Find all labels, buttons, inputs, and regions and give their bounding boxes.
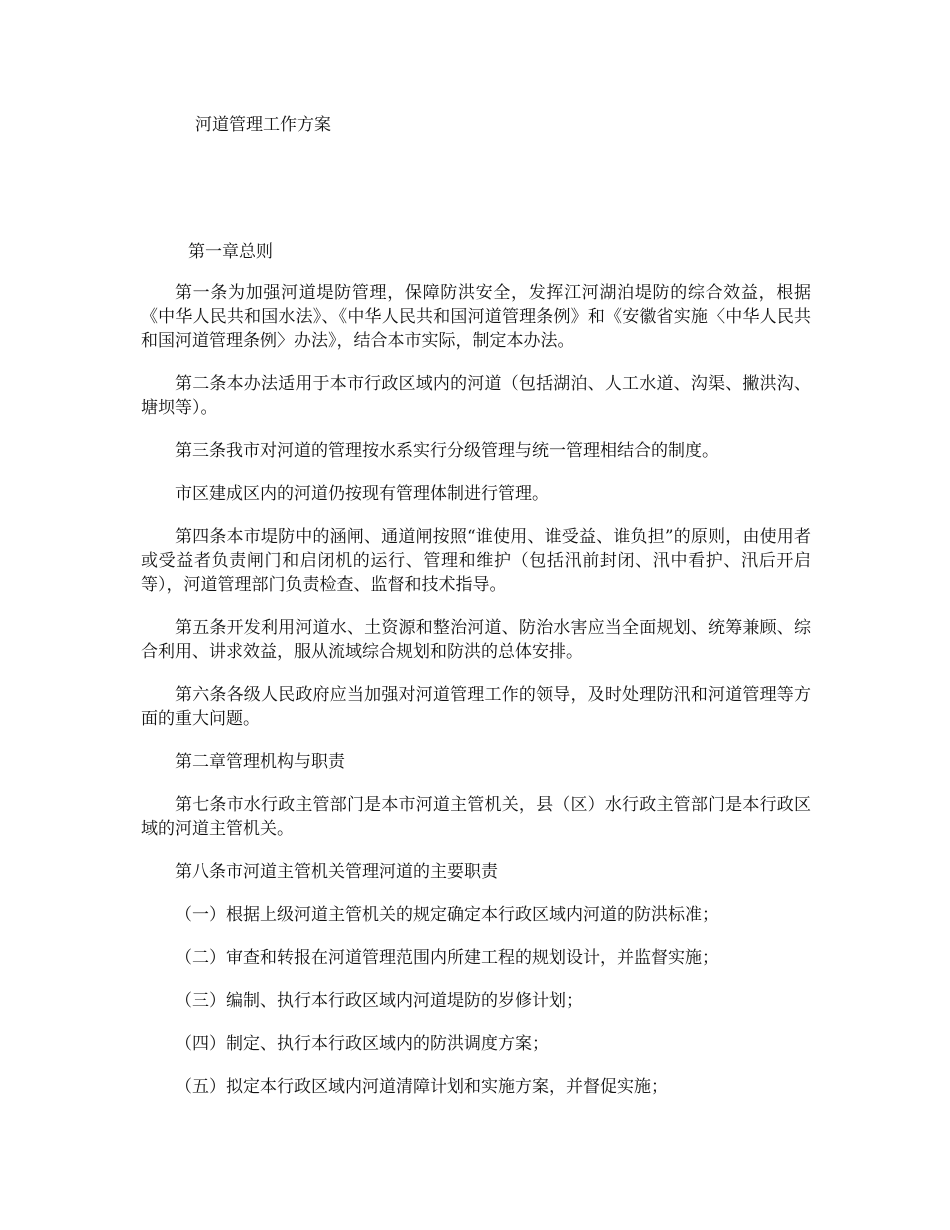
- article-4: 第四条本市堤防中的涵闸、通道闸按照“谁使用、谁受益、谁负担”的原则，由使用者或受益者负责闸门和启闭机的运行、管理和维护（包括汛前封闭、汛中看护、汛后开启等），河道管理部门负责检查、监督和技术指导。: [141, 527, 811, 595]
- chapter-2-heading: 第二章管理机构与职责: [175, 752, 345, 772]
- article-6: 第六条各级人民政府应当加强对河道管理工作的领导，及时处理防汛和河道管理等方面的重大问题。: [141, 685, 811, 729]
- duty-item-4: （四）制定、执行本行政区域内的防洪调度方案；: [175, 1034, 549, 1054]
- article-5: 第五条开发利用河道水、土资源和整治河道、防治水害应当全面规划、统筹兼顾、综合利用、讲求效益，服从流域综合规划和防洪的总体安排。: [141, 618, 811, 662]
- duty-item-3: （三）编制、执行本行政区域内河道堤防的岁修计划；: [175, 991, 583, 1011]
- document-body: [141, 281, 811, 1118]
- duty-item-2: （二）审查和转报在河道管理范围内所建工程的规划设计，并监督实施；: [175, 948, 719, 968]
- article-3-note: 市区建成区内的河道仍按现有管理体制进行管理。: [175, 484, 549, 504]
- article-7: 第七条市水行政主管部门是本市河道主管机关，县（区）水行政主管部门是本行政区域的河道主管机关。: [141, 795, 811, 839]
- chapter-1-heading: 第一章总则: [188, 242, 273, 262]
- article-3: 第三条我市对河道的管理按水系实行分级管理与统一管理相结合的制度。: [175, 441, 719, 461]
- article-1: 第一条为加强河道堤防管理，保障防洪安全，发挥江河湖泊堤防的综合效益，根据《中华人民共和国水法》、《中华人民共和国河道管理条例》和《安徽省实施〈中华人民共和国河道管理条例〉办法》，结合本市实际，制定本办法。: [141, 283, 811, 351]
- article-2: 第二条本办法适用于本市行政区域内的河道（包括湖泊、人工水道、沟渠、撇洪沟、塘坝等）。: [141, 374, 811, 418]
- duty-item-1: （一）根据上级河道主管机关的规定确定本行政区域内河道的防洪标准；: [175, 905, 719, 925]
- article-8: 第八条市河道主管机关管理河道的主要职责: [175, 862, 498, 882]
- duty-item-5: （五）拟定本行政区域内河道清障计划和实施方案，并督促实施；: [175, 1077, 668, 1097]
- document-title: 河道管理工作方案: [195, 115, 331, 135]
